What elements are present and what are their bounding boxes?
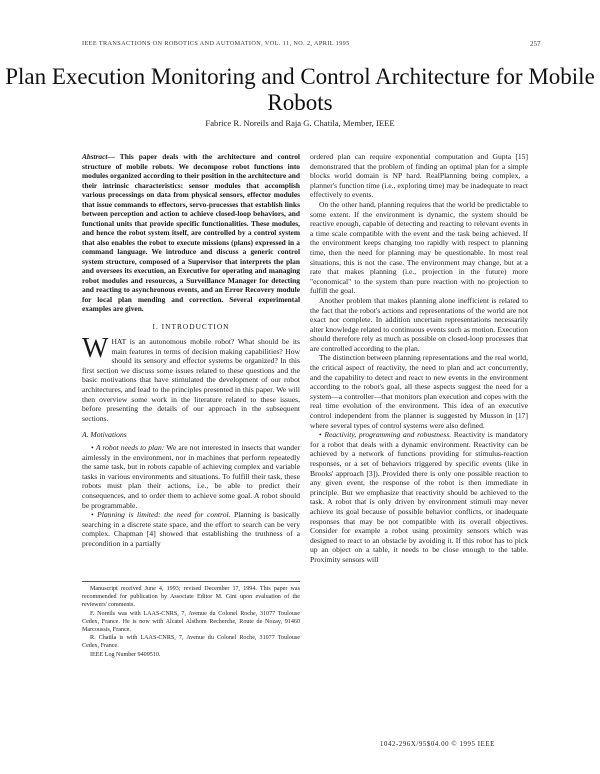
page-number: 257	[530, 40, 541, 48]
footnote-manuscript: Manuscript received June 4, 1993; revised December 17, 1994. This paper was recommended for publication by Associate Editor M. Gini upon evaluation of the reviewers' comments.	[82, 586, 300, 608]
right-column	[310, 152, 528, 565]
subsection-heading-motivations: A. Motivations	[82, 430, 127, 440]
abstract-text: — This paper deals with the architecture and control structure of mobile robots. We decompose robot functions into modules organized according to their position in the architecture and their intrinsic characteristics: sensor modules that accomplish various processings on data from physical sensors, effector modules that issue commands to effectors, servo-processes that establish links between perception and action to achieve closed-loop behaviors, and functional units that provide specific functionalities. These modules, and hence the robot system itself, are controlled by a control system that also enables the robot to execute missions (plans) expressed in a command language. We introduce and discuss a generic control system structure, composed of a Supervisor that interprets the plan and oversees its execution, an Executive for operating and managing robot modules and resources, a Surveillance Manager for detecting and reacting to asynchronous events, and an Error Recovery module for local plan mending and correction. Several experimental examples are given.	[82, 152, 300, 313]
abstract-label: Abstract	[82, 152, 108, 161]
footnote-author-2: R. Chatila is with LAAS-CNRS, 7, Avenue du Colonel Roche, 31077 Toulouse Cedex, France.	[82, 635, 300, 650]
bullet-reactivity: • Reactivity, programming and robustness. Reactivity is mandatory for a robot that deals with a dynamic environment. Reactivity can be achieved by a network of functions providing for stimulus-reaction responses, or a set of behaviors triggered by specific events (like in Brooks' approach [3]). Provided there is only one possible reaction to any given event, the response of the robot is then immediate in principle. But we emphasize that reactivity should be achieved to the task. A robot that is only driven by environment stimuli may never achieve its goal because of possible behavior conflicts, or inadequate responses that may be not compatible with its overall objectives. Consider for example a robot using proximity sensors which was designed to react to an obstacle by avoiding it. If this robot has to pick up an object on a table, it needs to be close enough to the table. Proximity sensors will	[310, 430, 528, 564]
section-heading-introduction: I. INTRODUCTION	[152, 321, 230, 331]
paragraph: ordered plan can require exponential computation and Gupta [15] demonstrated that the problem of finding an optimal plan for a simple blocks world domain is NP hard. RealPlanning being complex, a planner's function time (i.e., exploring time) may be inadequate to react effectively to events.	[310, 152, 528, 200]
bullet-title: A robot needs to plan:	[95, 443, 165, 453]
footnote-log-number: IEEE Log Number 9409510.	[90, 652, 161, 659]
footnotes	[82, 581, 300, 661]
abstract	[82, 152, 300, 314]
paper-title: Plan Execution Monitoring and Control Architecture for Mobile Robots	[5, 64, 595, 115]
intro-paragraph-text: HAT is an autonomous mobile robot? What should be its main features in terms of decision making capabilities? How should its sensory and effector systems be organized? In this first section we discuss some issues related to these questions and the basic motivations that have stimulated the development of our robot architectures, and lead to the principles presented in this paper. We will then overview some work in the literature related to these issues, before presenting the details of our approach in the subsequent sections.	[82, 337, 300, 423]
intro-paragraph	[82, 333, 300, 423]
issn-copyright: 1042-296X/95$04.00 © 1995 IEEE	[380, 741, 495, 748]
authors: Fabrice R. Noreils and Raja G. Chatila, Member, IEEE	[205, 118, 395, 128]
bullet-title: Planning is limited: the need for control.	[97, 510, 231, 520]
bullet-planning-is-limited: • Planning is limited: the need for control. Planning is basically searching in a discrete state space, and the effort to search can be very complex. Chapman [4] showed that establishing the truthness of a precondition in a partially	[82, 510, 300, 548]
bullet-text: We are not interested in insects that wander aimlessly in the environment, nor in machines that perform repeatedly the same task, but in robots capable of achieving complex and variable tasks in various environments and situations. To fulfill their task, these robots must plan their actions, i.e., be able to predict their consequences, and to order them to achieve some goal. A robot should be programmable.	[82, 443, 301, 510]
paragraph: The distinction between planning representations and the real world, the critical aspect of reactivity, the need to plan and act concurrently, and the capability to detect and react to new events in the environment according to the robot's goal, all these aspects suggest the need for a system—a controller—that monitors plan execution and copes with the real time evolution of the environment. This idea of an executive control independent from the planner is suggested by Musson in [17] where several types of control systems were also defined.	[310, 353, 528, 430]
bullet-title: Reactivity, programming and robustness.	[324, 430, 452, 440]
running-head: IEEE TRANSACTIONS ON ROBOTICS AND AUTOMATION, VOL. 11, NO. 2, APRIL 1995	[82, 40, 350, 47]
footnote-author-1: F. Noreils was with LAAS-CNRS, 7, Avenue du Colonel Roche, 31077 Toulouse Cedex, France. He is now with Alcatel Alsthom Recherche, Route de Nozay, 91460 Marcoussis, France.	[82, 610, 300, 633]
bullet-text: Planning is basically searching in a discrete state space, and the effort to search can be very complex. Chapman [4] showed that establishing the truthness of a precondition in a partially	[82, 510, 300, 548]
bullet-robot-needs-to-plan: • A robot needs to plan: We are not interested in insects that wander aimlessly in the environment, nor in machines that perform repeatedly the same task, but in robots capable of achieving complex and variable tasks in various environments and situations. To fulfill their task, these robots must plan their actions, i.e., be able to predict their consequences, and to order them to achieve some goal. A robot should be programmable.	[82, 443, 301, 510]
paragraph: On the other hand, planning requires that the world be predictable to some extent. If the environment is dynamic, the system should be reactive enough, capable of detecting and reacting to relevant events in a time scale compatible with the event and the task being achieved. If the environment keeps changing too rapidly with respect to planning time, then the need for planning may be questionable. In most real situations, this is not the case. The environment may change, but at a rate that makes planning (i.e., projection in the future) more "economical" to the system than pure reaction with no projection to fulfill the goal.	[310, 199, 528, 296]
bullet-text: Reactivity is mandatory for a robot that deals with a dynamic environment. Reactivity can be achieved by a network of functions providing for stimulus-reaction responses, or a set of behaviors triggered by specific events (like in Brooks' approach [3]). Provided there is only one possible reaction to any given event, the response of the robot is then immediate in principle. But we emphasize that reactivity should be achieved to the task. A robot that is only driven by environment stimuli may never achieve its goal because of possible behavior conflicts, or inadequate responses that may be not compatible with its overall objectives. Consider for example a robot using proximity sensors which was designed to react to an obstacle by avoiding it. If this robot has to pick up an object on a table, it needs to be close enough to the table. Proximity sensors will	[310, 430, 528, 564]
left-column	[82, 152, 300, 549]
drop-cap: W	[82, 333, 109, 365]
paragraph: Another problem that makes planning alone inefficient is related to the fact that the robot's actions and representations of the world are not exact nor complete. In addition uncertain representations necessarily alter knowledge related to continuous events such as motion. Execution should therefore rely as much as possible on closed-loop processes that are controlled according to the plan.	[310, 295, 528, 353]
